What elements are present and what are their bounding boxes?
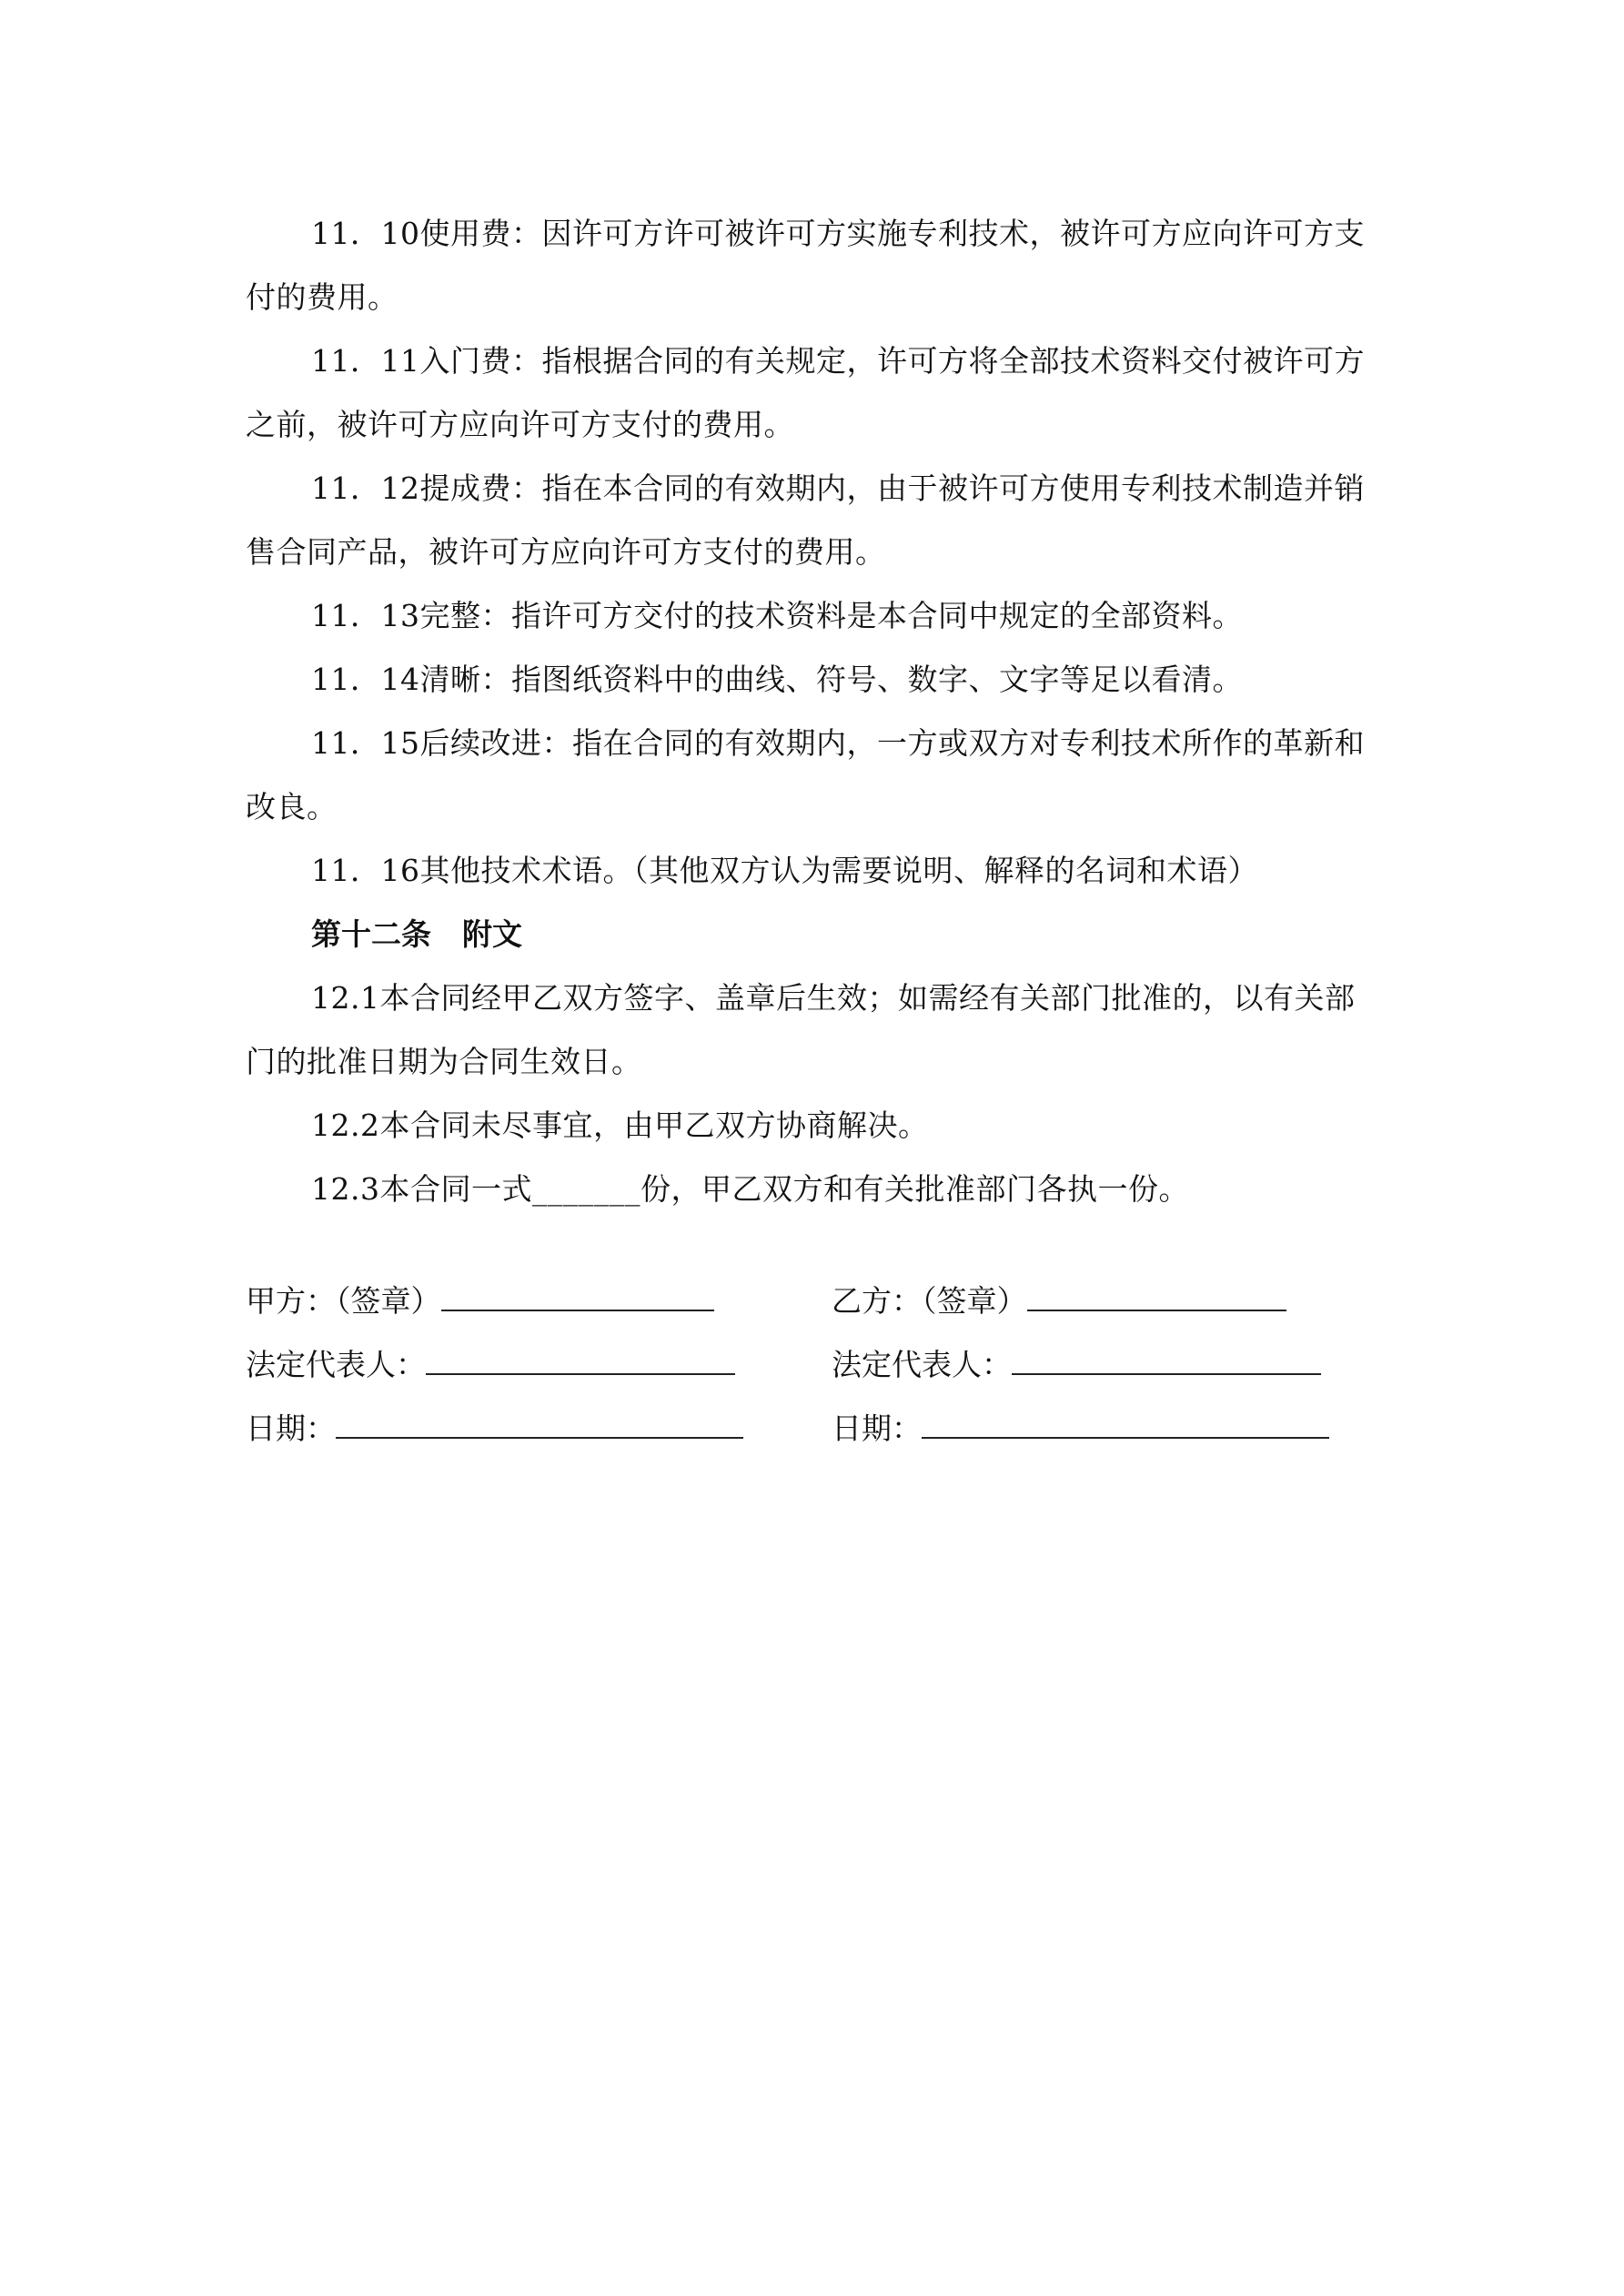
clause-11-16: 11．16其他技术术语。（其他双方认为需要说明、解释的名词和术语）: [311, 853, 1258, 888]
party-b-rep-label: 法定代表人：: [832, 1347, 1012, 1382]
party-a-signature-line: [441, 1279, 714, 1311]
party-b-seal: [832, 1269, 1286, 1333]
clause-11-10: 11．10使用费：因许可方许可被许可方实施专利技术，被许可方应向许可方支付的费用。: [246, 216, 1365, 315]
signature-row-rep: [246, 1333, 1378, 1397]
article-12-heading: [246, 903, 1378, 966]
article-number: 第十二条: [311, 916, 431, 952]
clause-11-12: 11．12提成费：指在本合同的有效期内，由于被许可方使用专利技术制造并销售合同产品，被许可方应向许可方支付的费用。: [246, 470, 1365, 570]
clause-11-11: 11．11入门费：指根据合同的有关规定，许可方将全部技术资料交付被许可方之前，被许可方应向许可方支付的费用。: [246, 343, 1365, 442]
party-b-label: 乙方：（签章）: [832, 1283, 1027, 1319]
copies-blank: _______: [531, 1171, 641, 1207]
party-b-rep-line: [1012, 1342, 1321, 1375]
party-a-rep-label: 法定代表人：: [246, 1347, 426, 1382]
article-title: 附文: [462, 916, 522, 952]
copies-after: 份，甲乙双方和有关批准部门各执一份。: [640, 1171, 1189, 1207]
signature-row-seal: [246, 1269, 1378, 1333]
clause-12-2: 12.2本合同未尽事宜，由甲乙双方协商解决。: [311, 1108, 929, 1143]
party-b-signature-line: [1027, 1279, 1286, 1311]
party-b-date-label: 日期：: [832, 1411, 922, 1446]
party-a-label: 甲方：（签章）: [246, 1283, 441, 1319]
clause-11-14: 11．14清晰：指图纸资料中的曲线、符号、数字、文字等足以看清。: [311, 662, 1243, 697]
party-a-seal: [246, 1269, 714, 1333]
clause-12-1: 12.1本合同经甲乙双方签字、盖章后生效；如需经有关部门批准的，以有关部门的批准日期为合同生效日。: [246, 980, 1356, 1079]
party-a-date: [246, 1397, 743, 1461]
copies-before: 12.3本合同一式: [311, 1171, 532, 1207]
party-b-date-line: [922, 1406, 1329, 1439]
clause-12-3: [246, 1158, 1378, 1221]
party-a-rep: [246, 1333, 735, 1397]
document-body: [246, 202, 1378, 1221]
party-b-rep: [832, 1333, 1321, 1397]
party-b-date: [832, 1397, 1329, 1461]
signature-block: [246, 1269, 1378, 1461]
party-a-date-line: [336, 1406, 743, 1439]
clause-11-13: 11．13完整：指许可方交付的技术资料是本合同中规定的全部资料。: [311, 598, 1243, 633]
party-a-rep-line: [426, 1342, 735, 1375]
signature-row-date: [246, 1397, 1378, 1461]
party-a-date-label: 日期：: [246, 1411, 336, 1446]
clause-11-15: 11．15后续改进：指在合同的有效期内，一方或双方对专利技术所作的革新和改良。: [246, 725, 1365, 824]
